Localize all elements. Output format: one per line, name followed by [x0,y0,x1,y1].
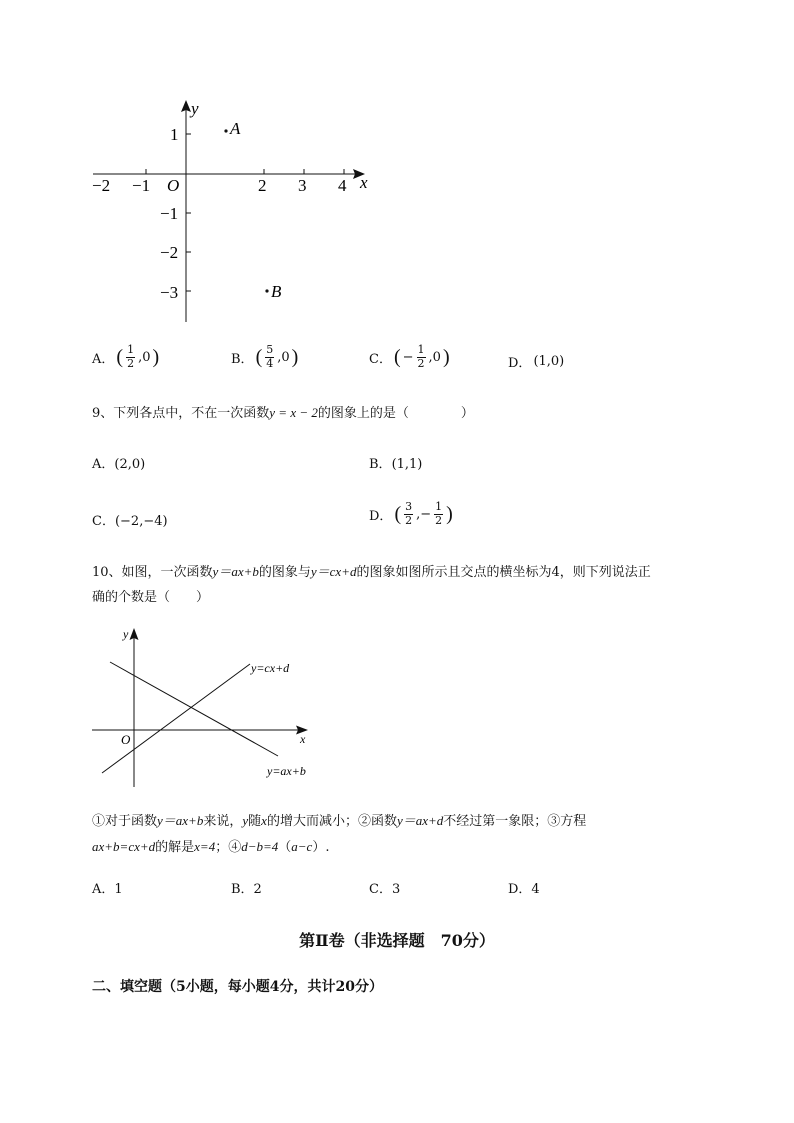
q10-stem-line1: 10、如图，一次函数y＝ax+b的图象与y＝cx+d的图象如图所示且交点的横坐标为4，则下列说法正 [92,564,651,580]
q10-option-c[interactable]: C．3 [369,882,401,897]
x-axis-label: x [360,173,368,192]
y-axis-label: y [191,99,199,118]
line-cd-label: y=cx+d [251,661,290,675]
q9-option-d[interactable]: D． ( $\frac{3}{2}$ ,− $\frac{1}{2}$ ) [369,500,453,527]
x-tick-label: −2 [92,176,111,195]
x-tick-label: 4 [338,176,347,195]
q10-stem-line2: 确的个数是（ ） [92,590,210,605]
y-tick-label: −3 [160,283,179,302]
origin-label: O [167,176,180,195]
q8-option-d[interactable]: D． (1,0) [508,354,565,371]
point-b-label: B [271,282,282,301]
fraction: $\frac{1}{2}$ [127,343,135,370]
point-b-dot [265,289,268,292]
fraction: $\frac{3}{2}$ [405,500,413,527]
x-tick-label: 2 [258,176,267,195]
q8-option-b[interactable]: B． ( $\frac{5}{4}$ ,0 ) [231,343,299,370]
q9-option-c[interactable]: C．(−2,−4) [92,514,168,529]
x-tick-label: −1 [132,176,151,195]
point-a-label: A [230,119,241,138]
coordinate-figure-2 [90,622,320,792]
y-axis-label: y [123,627,129,641]
q8-option-a[interactable]: A． ( $\frac{1}{2}$ ,0 ) [92,343,160,370]
fraction: $\frac{5}{4}$ [266,343,274,370]
q9-option-b[interactable]: B．(1,1) [369,457,423,472]
q9-option-a[interactable]: A．(2,0) [92,457,146,472]
line-cx-plus-d [102,664,250,773]
q10-option-b[interactable]: B．2 [231,882,262,897]
section-subtitle: 二、填空题（5小题，每小题4分，共计20分） [92,979,383,995]
fraction: $\frac{1}{2}$ [417,343,425,370]
fraction: $\frac{1}{2}$ [435,500,443,527]
section-title: 第Ⅱ卷（非选择题 70分） [299,931,495,950]
line-ab-label: y=ax+b [267,764,306,778]
y-tick-label: 1 [170,125,179,144]
q10-option-a[interactable]: A．1 [92,882,123,897]
origin-label: O [121,732,131,747]
y-tick-label: −1 [160,204,179,223]
y-tick-label: −2 [160,243,179,262]
point-a-dot [224,129,227,132]
coordinate-figure-1 [85,98,385,328]
q10-statements-line2: ax+b=cx+d的解是x=4；④d−b=4（a−c）. [92,839,330,855]
x-axis-label: x [300,732,306,746]
x-tick-label: 3 [298,176,307,195]
line-ax-plus-b [110,662,278,756]
q10-statements-line1: ①对于函数y＝ax+b来说，y随x的增大而减小；②函数y＝ax+d不经过第一象限；③方程 [92,813,587,829]
q8-option-c[interactable]: C． ( − $\frac{1}{2}$ ,0 ) [369,343,450,370]
q9-stem: 9、下列各点中，不在一次函数y = x − 2的图象上的是（ ） [92,405,474,421]
q10-option-d[interactable]: D．4 [508,882,540,897]
